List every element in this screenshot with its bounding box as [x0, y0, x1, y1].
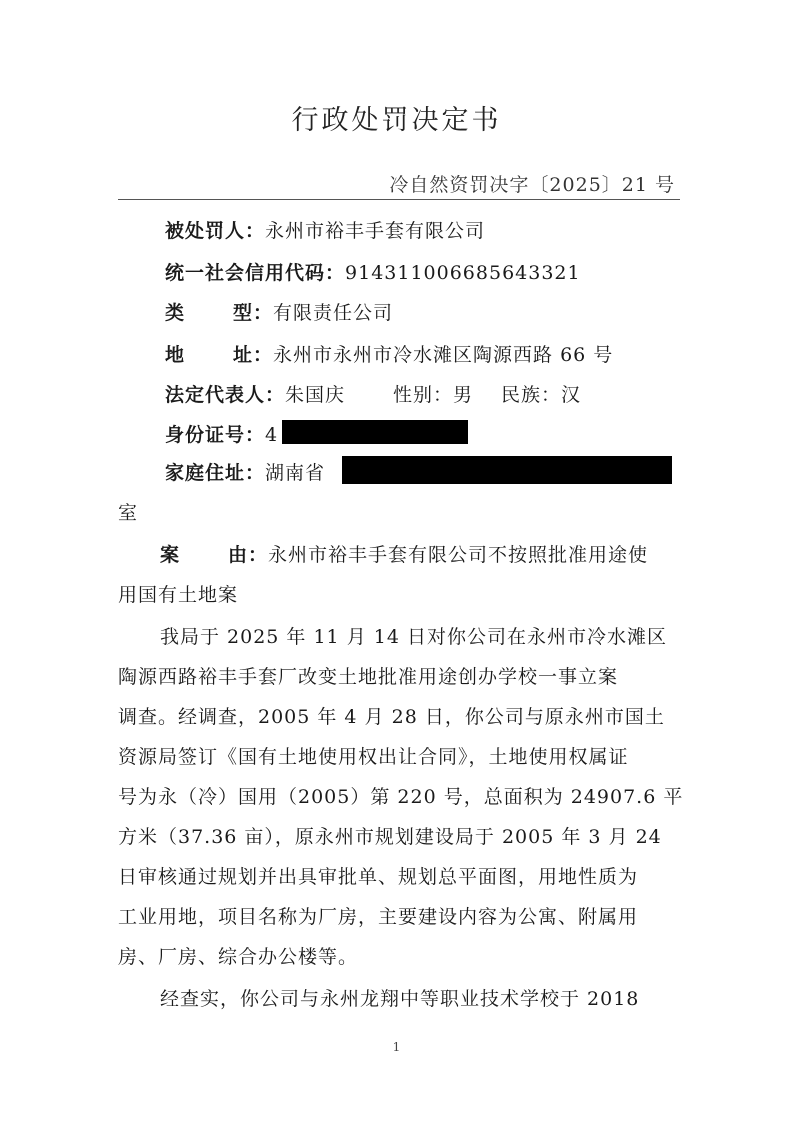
address-row	[165, 340, 613, 367]
id-number-visible: 4	[265, 424, 279, 446]
case-cause-line-1: 永州市裕丰手套有限公司不按照批准用途使	[268, 544, 649, 566]
legal-rep-row	[165, 380, 581, 407]
address-label-first: 地	[165, 344, 186, 366]
document-title: 行政处罚决定书	[291, 105, 502, 136]
case-cause-label-first: 案	[160, 544, 181, 566]
credit-code-value: 914311006685643321	[345, 262, 581, 284]
id-number-row	[165, 420, 278, 447]
home-address-redaction	[342, 456, 672, 484]
entity-type-label-first: 类	[165, 302, 186, 324]
case-cause-line-2: 用国有土地案	[118, 584, 239, 606]
entity-type-row	[165, 298, 393, 325]
body-line: 工业用地，项目名称为厂房，主要建设内容为公寓、附属用	[118, 906, 639, 928]
address-value: 永州市永州市冷水滩区陶源西路 66 号	[273, 344, 614, 366]
body-line: 日审核通过规划并出具审批单、规划总平面图，用地性质为	[118, 866, 639, 888]
legal-rep-value: 朱国庆	[285, 384, 346, 406]
credit-code-label: 统一社会信用代码：	[165, 262, 346, 284]
gender-text: 性别：男	[393, 384, 474, 406]
body-line: 我局于 2025 年 11 月 14 日对你公司在永州市冷水滩区	[160, 626, 667, 648]
ethnicity-text: 民族：汉	[501, 384, 582, 406]
home-address-tail: 室	[118, 502, 139, 524]
body-line: 调查。经调查，2005 年 4 月 28 日，你公司与原永州市国土	[118, 706, 665, 728]
party-name-row	[165, 216, 485, 243]
body-line: 陶源西路裕丰手套厂改变土地批准用途创办学校一事立案	[118, 666, 619, 688]
id-number-redaction	[282, 420, 468, 444]
entity-type-label-second: 型：	[233, 302, 274, 324]
body-line: 方米（37.36 亩），原永州市规划建设局于 2005 年 3 月 24	[118, 826, 662, 848]
id-number-label: 身份证号：	[165, 424, 266, 446]
body-line: 资源局签订《国有土地使用权出让合同》，土地使用权属证	[118, 746, 629, 768]
home-address-label: 家庭住址：	[165, 462, 266, 484]
home-address-visible: 湖南省	[265, 462, 326, 484]
party-name-value: 永州市裕丰手套有限公司	[265, 220, 486, 242]
address-label-second: 址：	[233, 344, 274, 366]
body-line: 经查实，你公司与永州龙翔中等职业技术学校于 2018	[160, 988, 640, 1010]
entity-type-value: 有限责任公司	[273, 302, 394, 324]
body-line: 号为永（冷）国用（2005）第 220 号，总面积为 24907.6 平	[118, 786, 684, 808]
credit-code-row	[165, 258, 581, 285]
header-divider	[118, 199, 680, 200]
legal-rep-label: 法定代表人：	[165, 384, 286, 406]
document-number: 冷自然资罚决字〔2025〕21 号	[389, 174, 675, 196]
page-number: 1	[392, 1040, 401, 1054]
home-address-row	[165, 458, 325, 485]
case-cause-label-second: 由：	[228, 544, 269, 566]
case-cause-row	[160, 540, 648, 567]
body-line: 房、厂房、综合办公楼等。	[118, 946, 359, 968]
party-name-label: 被处罚人：	[165, 220, 266, 242]
